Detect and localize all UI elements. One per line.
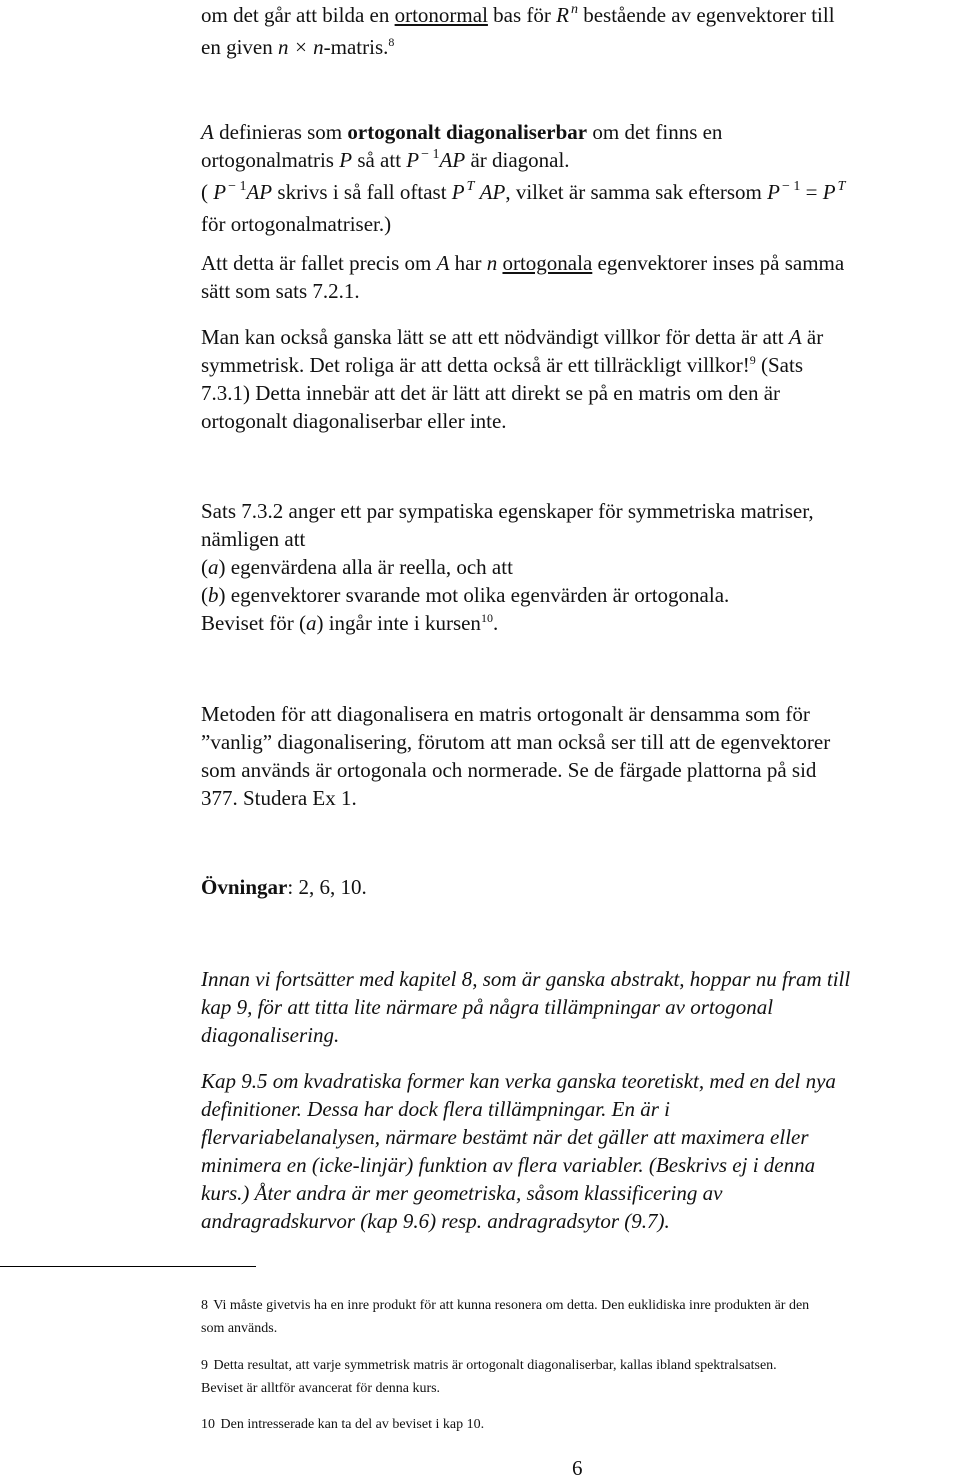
text: -matris.	[323, 35, 389, 59]
item-label-a: a	[208, 555, 219, 579]
math-A: A	[788, 325, 802, 349]
text: diagonalisering.	[201, 1023, 340, 1047]
math-exponent-T: T	[466, 179, 475, 194]
text: kurs.) Åter andra är mer geometriska, såsom klassificering av	[201, 1181, 723, 1205]
text: .	[492, 611, 499, 635]
footnote-number: 10	[201, 1417, 215, 1432]
page-number: 6	[572, 1456, 583, 1480]
paragraph-orthogonal-eigenvectors	[201, 249, 956, 305]
text: ) ingår inte i kursen	[316, 611, 481, 635]
text: (	[201, 555, 208, 579]
exercises-list: : 2, 6, 10.	[287, 875, 367, 899]
text: Sats 7.3.2 anger ett par sympatiska egenskaper för symmetriska matriser,	[201, 499, 814, 523]
text: är	[801, 325, 824, 349]
footnote-separator	[0, 1266, 256, 1267]
math-exponent-minus-one: − 1	[228, 179, 247, 194]
text: om det finns en	[587, 120, 723, 144]
paragraph-orthonormal-basis	[201, 1, 956, 61]
text: definitioner. Dessa har dock flera tillämpningar. En är i	[201, 1097, 670, 1121]
text: Innan vi fortsätter med kapitel 8, som är ganska abstrakt, hoppar nu fram till	[201, 967, 851, 991]
term-ortonormal: ortonormal	[394, 3, 488, 27]
text: Att detta är fallet precis om	[201, 251, 437, 275]
text: bas för	[487, 3, 557, 27]
item-label-a: a	[305, 611, 317, 635]
paragraph-quadratic-forms	[201, 1067, 956, 1235]
math-P: P	[406, 148, 420, 172]
text: har	[449, 251, 487, 275]
text: flervariabelanalysen, närmare bestämt när det gäller att maximera eller	[201, 1125, 809, 1149]
math-A: A	[201, 120, 214, 144]
footnote-text: Detta resultat, att varje symmetrisk matris är ortogonalt diagonaliserbar, kallas ibland spektralsatsen.	[213, 1358, 777, 1373]
footnote-ref-8[interactable]: 8	[388, 35, 395, 49]
text: symmetrisk. Det roliga är att detta också är ett tillräckligt villkor!	[201, 353, 750, 377]
paragraph-sats-7-3-2	[201, 497, 956, 637]
text: nämligen att	[201, 527, 306, 551]
exercises-line	[201, 873, 956, 901]
text: en given	[201, 35, 278, 59]
text: andragradskurvor (kap 9.6) resp. andragradsytor (9.7).	[201, 1209, 670, 1233]
math-exponent-minus-one: − 1	[421, 147, 440, 162]
term-ortogonalt-diagonaliserbar: ortogonalt diagonaliserbar	[347, 120, 588, 144]
text: kap 9, för att titta lite närmare på några tillämpningar av ortogonal	[201, 995, 774, 1019]
text: ”vanlig” diagonalisering, förutom att man också ser till att de egenvektorer	[201, 730, 831, 754]
math-exponent-T: T	[837, 179, 846, 194]
text: Man kan också ganska lätt se att ett nödvändigt villkor för detta är att	[201, 325, 789, 349]
item-label-b: b	[208, 583, 219, 607]
text: så att	[352, 148, 407, 172]
math-P: P	[339, 148, 353, 172]
footnote-text: Den intresserade kan ta del av beviset i kap 10.	[220, 1417, 485, 1432]
math-AP: AP	[246, 180, 273, 204]
text: , vilket är samma sak eftersom	[505, 180, 768, 204]
math-n-by-n: n × n	[277, 35, 324, 59]
text: för ortogonalmatriser.)	[201, 212, 392, 236]
paragraph-method	[201, 700, 956, 812]
math-AP: AP	[439, 148, 466, 172]
text: Beviset för (	[201, 611, 306, 635]
footnote-ref-9[interactable]: 9	[749, 353, 756, 367]
math-exponent-minus-one: − 1	[781, 179, 801, 194]
text: minimera en (icke-linjär) funktion av flera variabler. (Beskrivs ej i denna	[201, 1153, 816, 1177]
text: är diagonal.	[465, 148, 570, 172]
math-A: A	[436, 251, 450, 275]
math-P: P	[822, 180, 836, 204]
text: ) egenvektorer svarande mot olika egenvärden är ortogonala.	[218, 583, 730, 607]
text: definieras som	[213, 120, 348, 144]
text: sätt som sats 7.2.1.	[201, 279, 360, 303]
paragraph-definition	[201, 118, 956, 238]
text: (	[201, 583, 208, 607]
footnote-text: som används.	[201, 1321, 278, 1336]
footnote-text: Vi måste givetvis ha en inre produkt för att kunna resonera om detta. Den euklidiska inre produkten är den	[213, 1298, 810, 1313]
text: bestående av egenvektorer till	[577, 3, 835, 27]
paragraph-chapter-jump	[201, 965, 956, 1049]
text: (Sats	[755, 353, 803, 377]
math-P: P	[213, 180, 227, 204]
math-P: P	[451, 180, 465, 204]
math-equals: =	[800, 180, 823, 204]
text: som används är ortogonala och normerade. Se de färgade plattorna på sid	[201, 758, 817, 782]
text: (	[201, 180, 214, 204]
footnote-8	[201, 1294, 956, 1340]
footnote-ref-10[interactable]: 10	[480, 611, 493, 625]
term-ortogonala: ortogonala	[502, 251, 593, 275]
exercises-heading: Övningar	[201, 875, 288, 899]
text: skrivs i så fall oftast	[272, 180, 452, 204]
text: om det går att bilda en	[201, 3, 395, 27]
text: 7.3.1) Detta innebär att det är lätt att direkt se på en matris om den är	[201, 381, 781, 405]
footnote-9	[201, 1354, 956, 1400]
math-P: P	[767, 180, 780, 204]
text: ortogonalt diagonaliserbar eller inte.	[201, 409, 507, 433]
footnote-text: Beviset är alltför avancerat för denna kurs.	[201, 1381, 441, 1396]
footnote-number: 9	[201, 1358, 208, 1373]
text: ) egenvärdena alla är reella, och att	[218, 555, 513, 579]
math-n: n	[486, 251, 498, 275]
text: Kap 9.5 om kvadratiska former kan verka ganska teoretiskt, med en del nya	[201, 1069, 836, 1093]
text: 377. Studera Ex 1.	[201, 786, 357, 810]
footnote-number: 8	[201, 1298, 208, 1313]
footnote-10	[201, 1413, 956, 1436]
text: Metoden för att diagonalisera en matris ortogonalt är densamma som för	[201, 702, 810, 726]
text: egenvektorer inses på samma	[592, 251, 845, 275]
math-exponent-n: n	[570, 2, 578, 17]
paragraph-symmetric-condition	[201, 323, 956, 435]
text: ortogonalmatris	[201, 148, 340, 172]
math-R: R	[556, 3, 569, 27]
math-AP: AP	[479, 180, 506, 204]
